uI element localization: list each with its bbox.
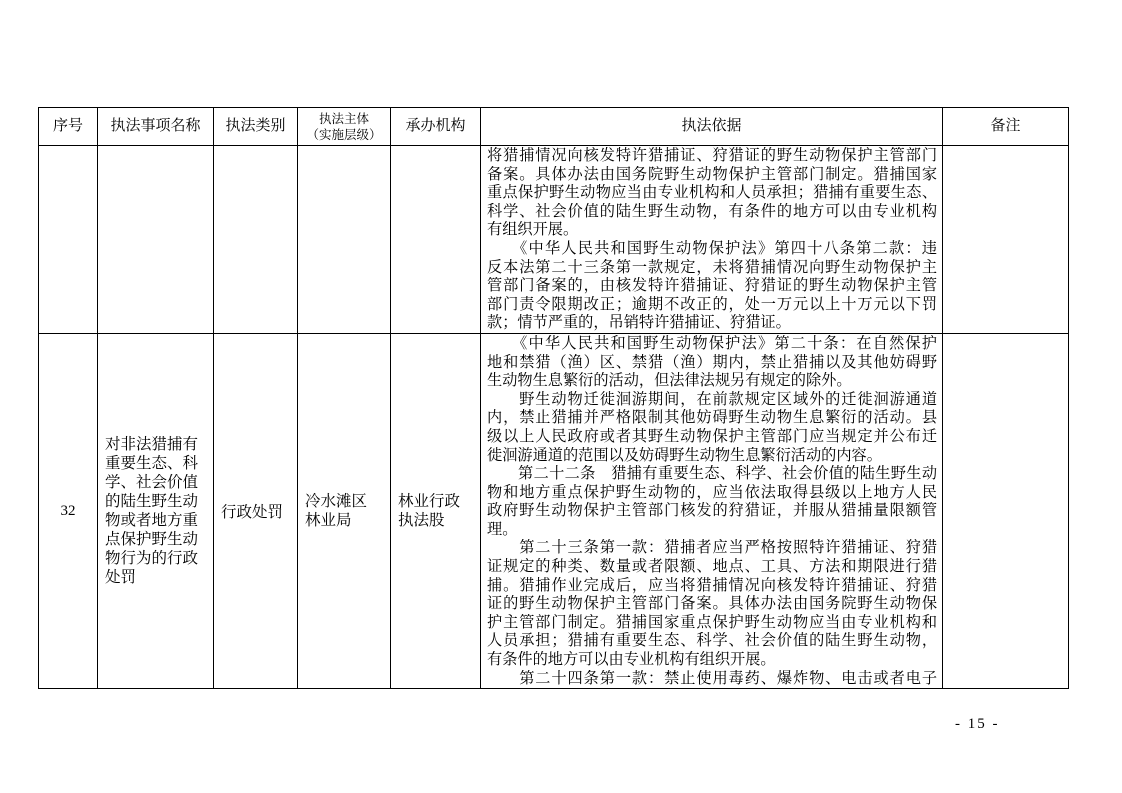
item-name-line: 点保护野生动 [105,531,199,549]
seq-cell: 32 [39,333,98,688]
basis-line: 物和地方重点保护野生动物的，应当依法取得县级以上地方人民 [487,483,937,501]
basis-line: 证的野生动物保护主管部门备案。具体办法由国务院野生动物保 [487,595,937,613]
table-row [39,146,1069,334]
header-agency: 承办机构 [391,108,481,146]
agency-cell [391,146,481,334]
item-name-cell [98,146,214,334]
item-name-line: 对非法猎捕有 [105,435,199,453]
basis-line: 理。 [487,520,518,538]
basis-line: 《中华人民共和国野生动物保护法》第二十条：在自然保护 [487,334,937,352]
basis-line: 第二十四条第一款：禁止使用毒药、爆炸物、电击或者电子 [487,669,937,687]
subject-line: 冷水滩区 [305,492,368,510]
basis-line: 管部门备案的，由核发特许猎捕证、狩猎证的野生动物保护主管 [487,277,937,295]
basis-line: 证规定的种类、数量或者限额、地点、工具、方法和期限进行猎 [487,558,937,576]
basis-line: 科学、社会价值的陆生野生动物，有条件的地方可以由专业机构 [487,202,937,220]
remarks-cell [943,333,1069,688]
basis-line: 款；情节严重的，吊销特许猎捕证、狩猎证。 [487,314,791,332]
basis-text [481,146,942,333]
header-category: 执法类别 [214,108,298,146]
enforcement-table [38,107,1069,689]
subject-line: 林业局 [305,512,352,530]
category-cell [214,333,298,688]
basis-line: 有组织开展。 [487,221,579,239]
item-name-line: 学、社会价值 [105,473,199,491]
basis-line: 人员承担；猎捕有重要生态、科学、社会价值的陆生野生动物， [487,632,937,650]
basis-line: 生动物生息繁衍的活动，但法律法规另有规定的除外。 [487,372,852,390]
header-basis: 执法依据 [481,108,943,146]
basis-line: 第二十二条 猎捕有重要生态、科学、社会价值的陆生野生动 [487,465,937,483]
basis-line: 有条件的地方可以由专业机构有组织开展。 [487,651,776,669]
subject-cell [298,146,391,334]
item-name-line: 重要生态、科 [105,454,199,472]
basis-line: 地和禁猎（渔）区、禁猎（渔）期内，禁止猎捕以及其他妨碍野 [487,353,937,371]
agency-cell [391,333,481,688]
basis-line: 备案。具体办法由国务院野生动物保护主管部门制定。猎捕国家 [487,165,937,183]
basis-line: 徙洄游通道的范围以及妨碍野生动物生息繁衍活动的内容。 [487,446,882,464]
header-subject-level: （实施层级） [306,127,382,142]
basis-line: 重点保护野生动物应当由专业机构和人员承担；猎捕有重要生态、 [487,184,937,202]
basis-line: 捕。猎捕作业完成后，应当将猎捕情况向核发特许猎捕证、狩猎 [487,576,937,594]
basis-line: 内，禁止猎捕并严格限制其他妨碍野生动物生息繁衍的活动。县 [487,409,937,427]
item-name-line: 物或者地方重 [105,512,199,530]
seq-cell [39,146,98,334]
basis-line: 反本法第二十三条第一款规定，未将猎捕情况向野生动物保护主 [487,258,937,276]
basis-line: 部门责令限期改正；逾期不改正的，处一万元以上十万元以下罚 [487,295,937,313]
item-name-text [98,435,213,588]
basis-line: 野生动物迁徙洄游期间，在前款规定区域外的迁徙洄游通道 [487,390,937,408]
agency-line: 执法股 [398,512,445,530]
subject-text [298,492,390,530]
subject-cell [298,333,391,688]
table-row [39,333,1069,688]
basis-line: 第二十三条第一款：猎捕者应当严格按照特许猎捕证、狩猎 [487,539,937,557]
basis-line: 级以上人民政府或者其野生动物保护主管部门应当规定并公布迁 [487,427,937,445]
category-text: 行政处罚 [221,504,284,522]
header-subject-title: 执法主体 [318,111,369,126]
basis-cell [481,333,943,688]
basis-line: 护主管部门制定。猎捕国家重点保护野生动物应当由专业机构和 [487,613,937,631]
header-seq: 序号 [39,108,98,146]
item-name-line: 处罚 [105,569,137,587]
basis-text [481,334,942,688]
item-name-line: 的陆生野生动 [105,492,199,510]
basis-line: 《中华人民共和国野生动物保护法》第四十八条第二款：违 [487,239,937,257]
header-subject [298,108,391,146]
item-name-cell [98,333,214,688]
basis-line: 政府野生动物保护主管部门核发的狩猎证，并服从猎捕量限额管 [487,502,937,520]
remarks-cell [943,146,1069,334]
basis-line: 将猎捕情况向核发特许猎捕证、狩猎证的野生动物保护主管部门 [487,147,937,164]
basis-cell [481,146,943,334]
page-number: - 15 - [955,716,1000,732]
header-item-name: 执法事项名称 [98,108,214,146]
agency-line: 林业行政 [398,492,461,510]
category-cell [214,146,298,334]
header-remarks: 备注 [943,108,1069,146]
item-name-line: 物行为的行政 [105,550,199,568]
table-header-row [39,108,1069,146]
agency-text [391,492,480,530]
